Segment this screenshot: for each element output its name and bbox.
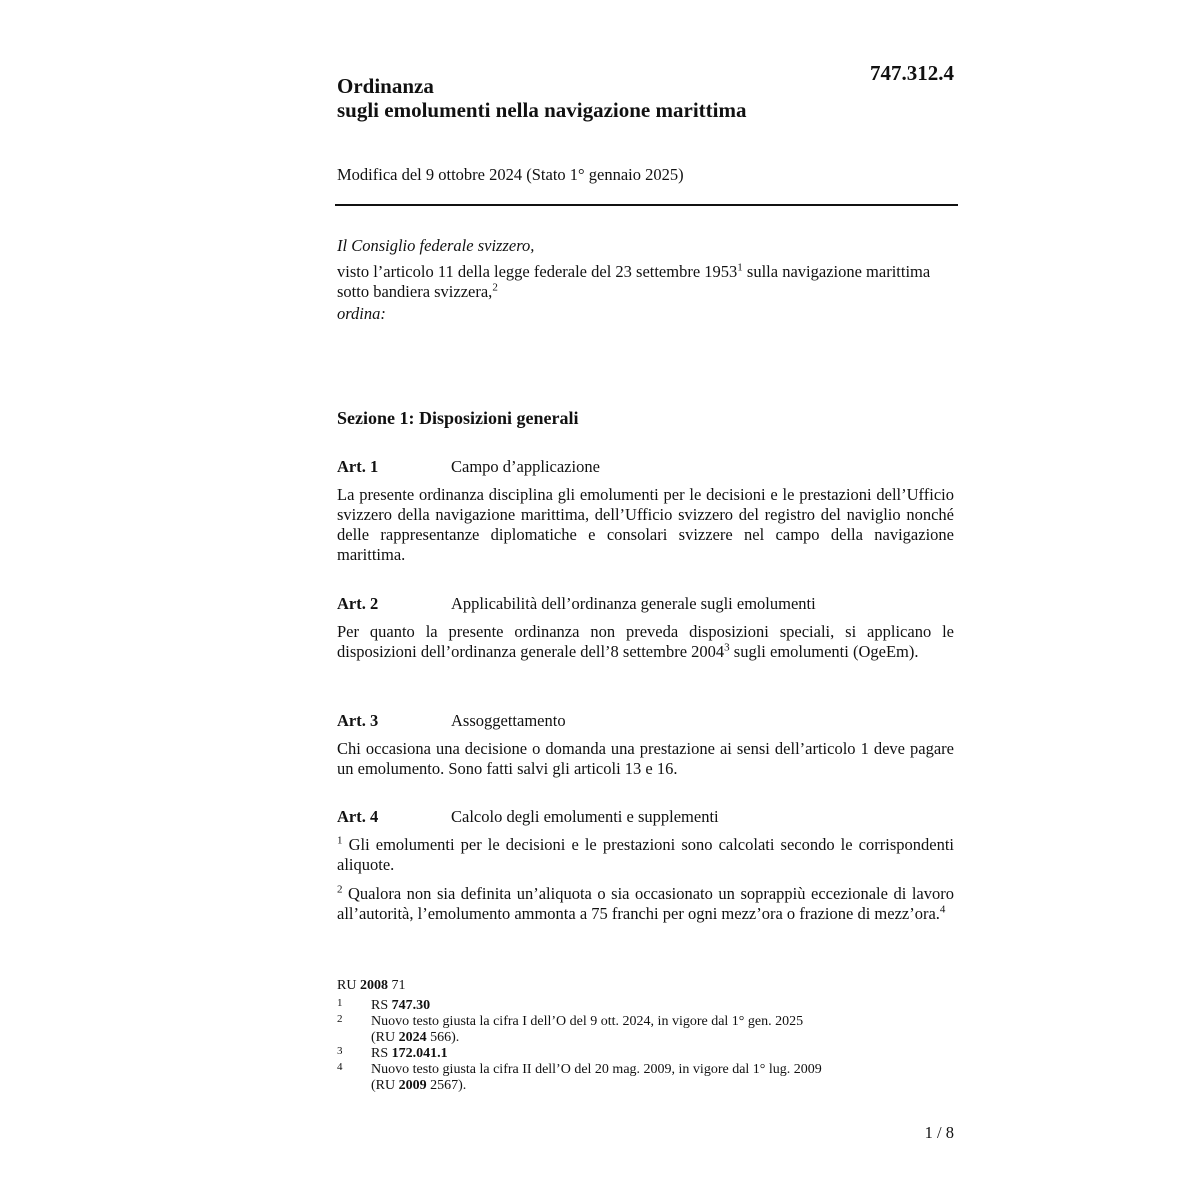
footnote-ru (371, 1030, 897, 1046)
article-text: Chi occasiona una decisione o domanda una prestazione ai sensi dell’articolo 1 deve pagare un emolumento. Sono fatti salvi gli articoli 13 e 16. (337, 739, 954, 778)
footnotes (337, 978, 897, 1094)
footnote-text: Nuovo testo giusta la cifra I dell’O del 9 ott. 2024, in vigore dal 1° gen. 2025 (371, 1014, 804, 1029)
article-paragraph-1 (337, 835, 954, 875)
modification-date: Modifica del 9 ottobre 2024 (Stato 1° gennaio 2025) (337, 165, 684, 184)
footnote-4 (337, 1062, 897, 1094)
footnote-ru-open: (RU (371, 1078, 399, 1093)
article-text: La presente ordinanza disciplina gli emolumenti per le decisioni e le prestazioni dell’Ufficio svizzero della navigazione marittima, dell’Ufficio svizzero del registro del naviglio nonché delle rappresentanze diplomatiche e consolari svizzere nel campo della navigazione marittima. (337, 485, 954, 564)
footnote-sr-link[interactable]: 172.041.1 (391, 1046, 448, 1061)
footnote-prefix: RS (371, 1046, 392, 1061)
title-line-1: Ordinanza (337, 74, 434, 98)
ru-reference (337, 978, 897, 994)
article-paragraph-2 (337, 884, 954, 924)
footnote-ref-3[interactable]: 3 (724, 641, 730, 654)
article-2 (337, 594, 954, 671)
footnote-2 (337, 1014, 897, 1046)
footnote-ru-rest: 566). (426, 1030, 460, 1045)
header-divider (335, 204, 958, 206)
ru-page: 71 (387, 978, 406, 993)
paragraph-number: 2 (337, 883, 343, 896)
page-number: 1 / 8 (924, 1123, 954, 1142)
footnote-ref-2[interactable]: 2 (492, 281, 498, 294)
ingress-visto-part1: visto l’articolo 11 della legge federale del 23 settembre 1953 (337, 262, 738, 281)
document-title (337, 74, 897, 122)
footnote-number: 1 (337, 997, 343, 1009)
ingress (337, 236, 954, 324)
title-line-2: sugli emolumenti nella navigazione marittima (337, 98, 747, 122)
article-1 (337, 457, 954, 574)
article-heading (337, 711, 954, 733)
footnote-number: 3 (337, 1045, 343, 1057)
footnote-ref-4[interactable]: 4 (939, 903, 946, 916)
footnote-ref-1[interactable]: 1 (737, 261, 743, 274)
footnote-number: 4 (337, 1061, 343, 1073)
article-heading (337, 594, 954, 616)
ingress-visto-part2: sulla navigazione marittima sotto bandiera svizzera, (337, 262, 931, 301)
article-heading (337, 807, 954, 829)
ru-year: 2008 (359, 978, 388, 993)
article-text-part1: Per quanto la presente ordinanza non preveda disposizioni speciali, si applicano le disposizioni dell’ordinanza generale dell’8 settembre 2004 (337, 622, 954, 661)
article-3 (337, 711, 954, 788)
ingress-legal-basis (337, 262, 954, 302)
footnote-ru-year[interactable]: 2024 (398, 1030, 427, 1045)
article-text (337, 622, 954, 662)
footnote-number: 2 (337, 1013, 343, 1025)
section-title: Sezione 1: Disposizioni generali (337, 408, 579, 428)
paragraph-text: Gli emolumenti per le decisioni e le prestazioni sono calcolati secondo le corrispondenti aliquote. (337, 835, 954, 874)
article-heading (337, 457, 954, 479)
article-4 (337, 807, 954, 933)
ru-prefix: RU (337, 978, 360, 993)
footnote-sr-link[interactable]: 747.30 (391, 998, 431, 1013)
ingress-authority: Il Consiglio federale svizzero, (337, 236, 535, 255)
footnote-ru-open: (RU (371, 1030, 399, 1045)
article-text-part2: sugli emolumenti (OgeEm). (729, 642, 919, 661)
article-title: Assoggettamento (451, 711, 566, 730)
footnote-ru (371, 1078, 897, 1094)
article-title: Applicabilità dell’ordinanza generale sugli emolumenti (451, 594, 816, 613)
footnote-ru-rest: 2567). (426, 1078, 467, 1093)
ingress-ordina: ordina: (337, 304, 386, 323)
article-number: Art. 2 (337, 594, 379, 613)
footnote-ru-year[interactable]: 2009 (398, 1078, 427, 1093)
paragraph-text: Qualora non sia definita un’aliquota o sia occasionato un soprappiù eccezionale di lavoro all’autorità, l’emolumento ammonta a 75 franchi per ogni mezz’ora o frazione di mezz’ora. (337, 884, 954, 923)
article-number: Art. 1 (337, 457, 379, 476)
article-number: Art. 4 (337, 807, 379, 826)
footnote-1 (337, 998, 897, 1014)
article-title: Calcolo degli emolumenti e supplementi (451, 807, 719, 826)
sr-number: 747.312.4 (870, 61, 954, 85)
footnote-text: Nuovo testo giusta la cifra II dell’O del 20 mag. 2009, in vigore dal 1° lug. 2009 (371, 1062, 822, 1077)
footnote-prefix: RS (371, 998, 392, 1013)
paragraph-number: 1 (337, 834, 343, 847)
article-title: Campo d’applicazione (451, 457, 600, 476)
article-number: Art. 3 (337, 711, 379, 730)
footnote-3 (337, 1046, 897, 1062)
